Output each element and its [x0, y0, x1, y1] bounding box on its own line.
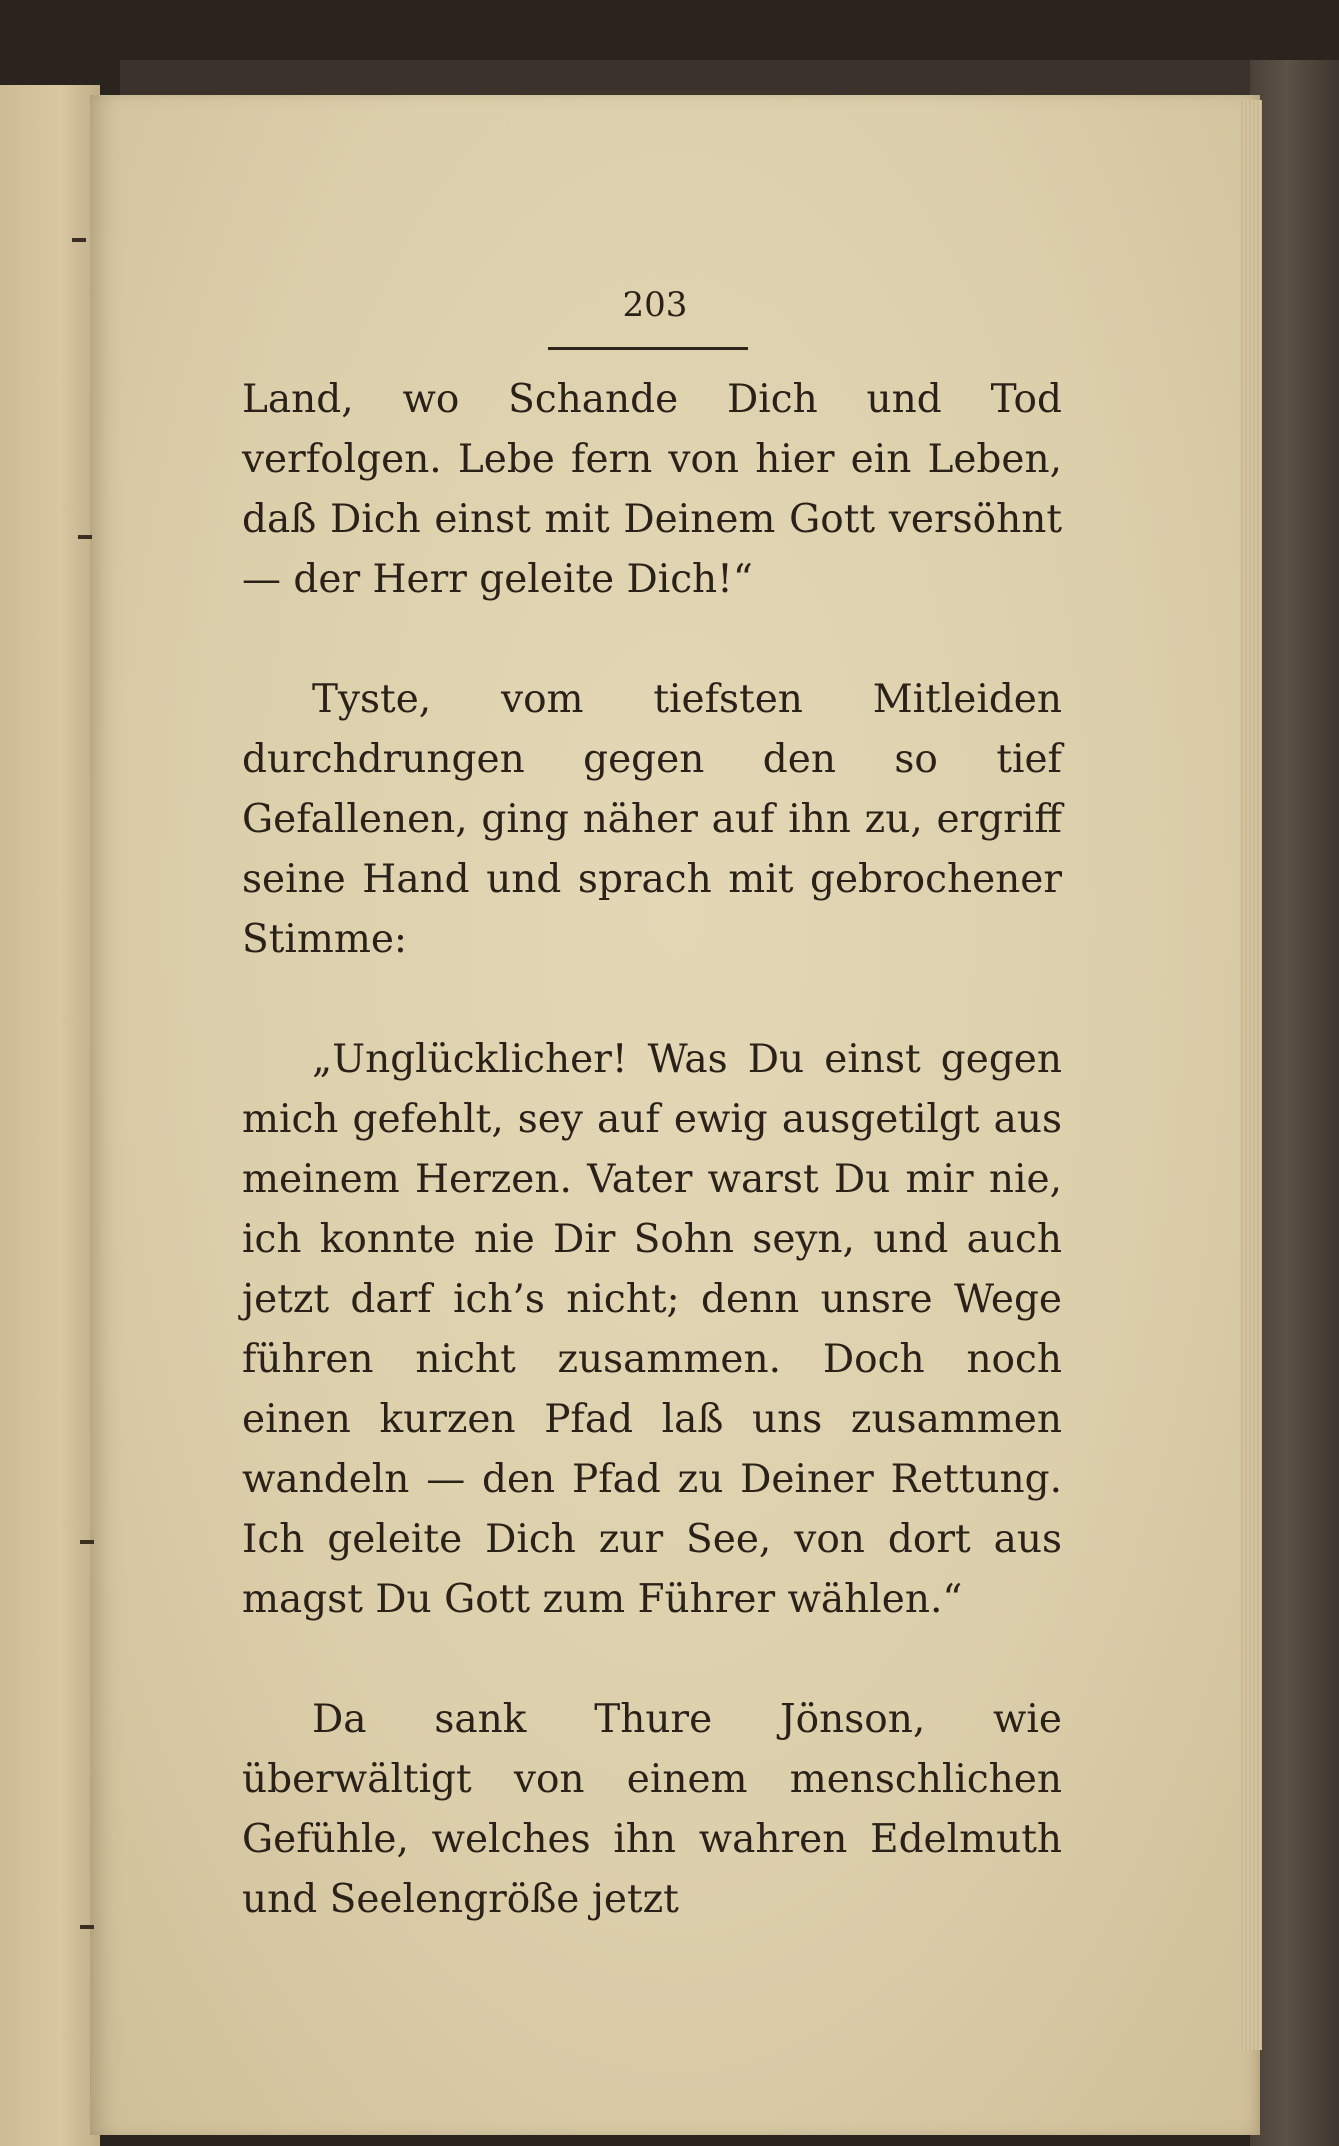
binding-mark	[78, 535, 92, 539]
page-stack-edges	[1240, 100, 1262, 2050]
paragraph-2: Tyste, vom tiefsten Mitleiden durchdrungen gegen den so tief Gefallenen, ging näher auf ihn zu, ergriff seine Hand und sprach mit gebrochener Stimme:	[242, 677, 1062, 962]
header-rule	[548, 347, 748, 350]
page-body-text	[242, 370, 1062, 1930]
paragraph-3: „Unglücklicher! Was Du einst gegen mich gefehlt, sey auf ewig ausgetilgt aus meinem Herzen. Vater warst Du mir nie, ich konnte nie Dir Sohn seyn, und auch jetzt darf ich’s nicht; denn unsre Wege führen nicht zusammen. Doch noch einen kurzen Pfad laß uns zusammen wandeln — den Pfad zu Deiner Rettung. Ich geleite Dich zur See, von dort aus magst Du Gott zum Führer wählen.“	[242, 1037, 1062, 1622]
book-cover-edge	[1250, 60, 1339, 2146]
book-cover-top	[120, 60, 1339, 100]
binding-mark	[72, 238, 86, 242]
facing-page-edge	[0, 85, 100, 2146]
binding-mark	[80, 1925, 94, 1929]
binding-mark	[80, 1540, 94, 1544]
paragraph-4: Da sank Thure Jönson, wie überwältigt von einem menschlichen Gefühle, welches ihn wahren Edelmuth und Seelengröße jetzt	[242, 1697, 1062, 1922]
page-number: 203	[622, 285, 688, 325]
paragraph-1: Land, wo Schande Dich und Tod verfolgen. Lebe fern von hier ein Leben, daß Dich einst mit Deinem Gott versöhnt — der Herr geleite Dich!“	[242, 377, 1062, 602]
